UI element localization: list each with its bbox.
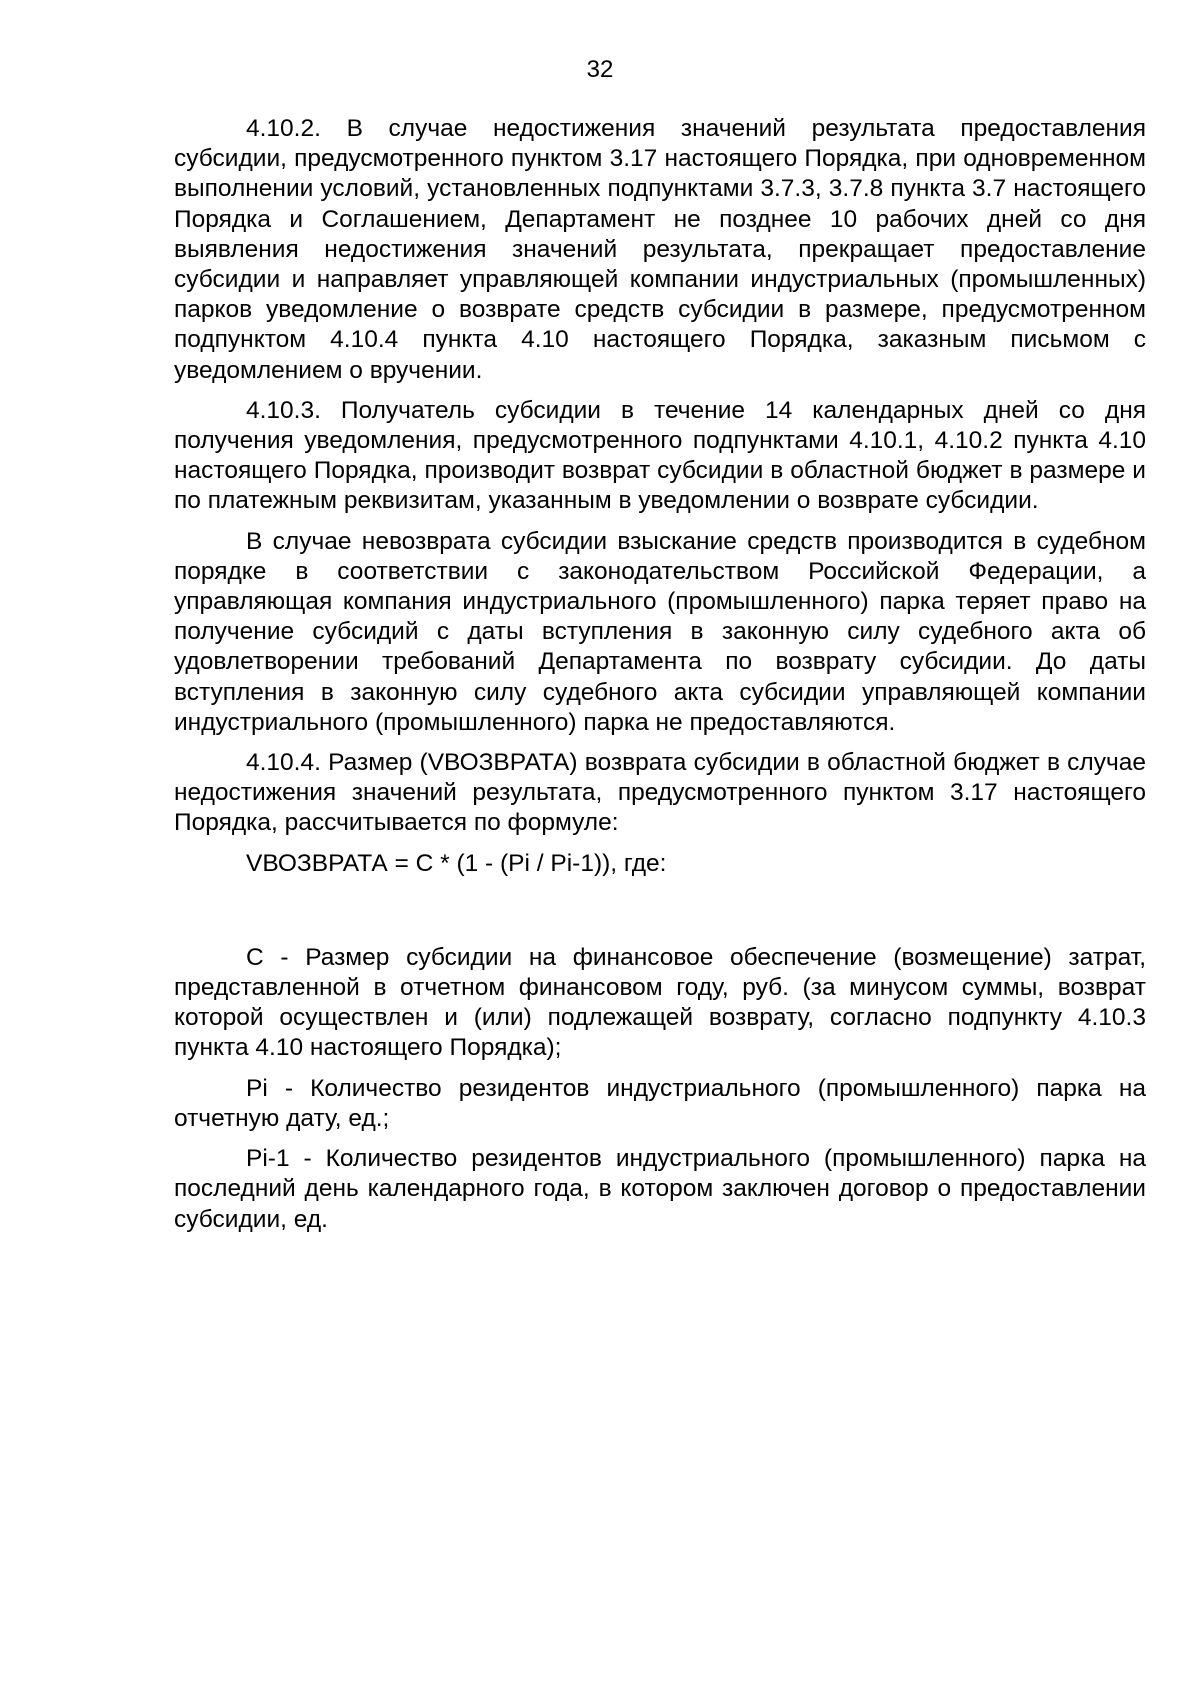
document-body	[174, 114, 1146, 1245]
paragraph-4-10-4: 4.10.4. Размер (VВОЗВРАТА) возврата субсидии в областной бюджет в случае недостижения значений результата, предусмотренного пунктом 3.17 настоящего Порядка, рассчитывается по формуле:	[174, 749, 1146, 837]
definition-c: C - Размер субсидии на финансовое обеспечение (возмещение) затрат, представленной в отчетном финансовом году, руб. (за минусом суммы, возврат которой осуществлен и (или) подлежащей возврату, согласно подпункту 4.10.3 пункта 4.10 настоящего Порядка);	[174, 943, 1146, 1062]
paragraph-4-10-2: 4.10.2. В случае недостижения значений результата предоставления субсидии, предусмотренного пунктом 3.17 настоящего Порядка, при одновременном выполнении условий, установленных подпунктами 3.7.3, 3.7.8 пункта 3.7 настоящего Порядка и Соглашением, Департамент не позднее 10 рабочих дней со дня выявления недостижения значений результата, прекращает предоставление субсидии и направляет управляющей компании индустриальных (промышленных) парков уведомление о возврате средств субсидии в размере, предусмотренном подпунктом 4.10.4 пункта 4.10 настоящего Порядка, заказным письмом с уведомлением о вручении.	[174, 115, 1146, 384]
paragraph-4-10-3: 4.10.3. Получатель субсидии в течение 14 календарных дней со дня получения уведомления, предусмотренного подпунктами 4.10.1, 4.10.2 пункта 4.10 настоящего Порядка, производит возврат субсидии в областной бюджет в размере и по платежным реквизитам, указанным в уведомлении о возврате субсидии.	[174, 396, 1146, 515]
paragraph-non-return: В случае невозврата субсидии взыскание средств производится в судебном порядке в соответствии с законодательством Российской Федерации, а управляющая компания индустриального (промышленного) парка теряет право на получение субсидий с даты вступления в законную силу судебного акта об удовлетворении требований Департамента по возврату субсидии. До даты вступления в законную силу судебного акта субсидии управляющей компании индустриального (промышленного) парка не предоставляются.	[174, 527, 1146, 736]
definition-pi: Pi - Количество резидентов индустриального (промышленного) парка на отчетную дату, ед.;	[174, 1074, 1146, 1132]
return-formula: VВОЗВРАТА = C * (1 - (Pi / Pi-1)), где:	[246, 849, 667, 877]
page-number: 32	[586, 56, 614, 83]
definition-pi-1: Pi-1 - Количество резидентов индустриального (промышленного) парка на последний день календарного года, в котором заключен договор о предоставлении субсидии, ед.	[174, 1145, 1146, 1233]
